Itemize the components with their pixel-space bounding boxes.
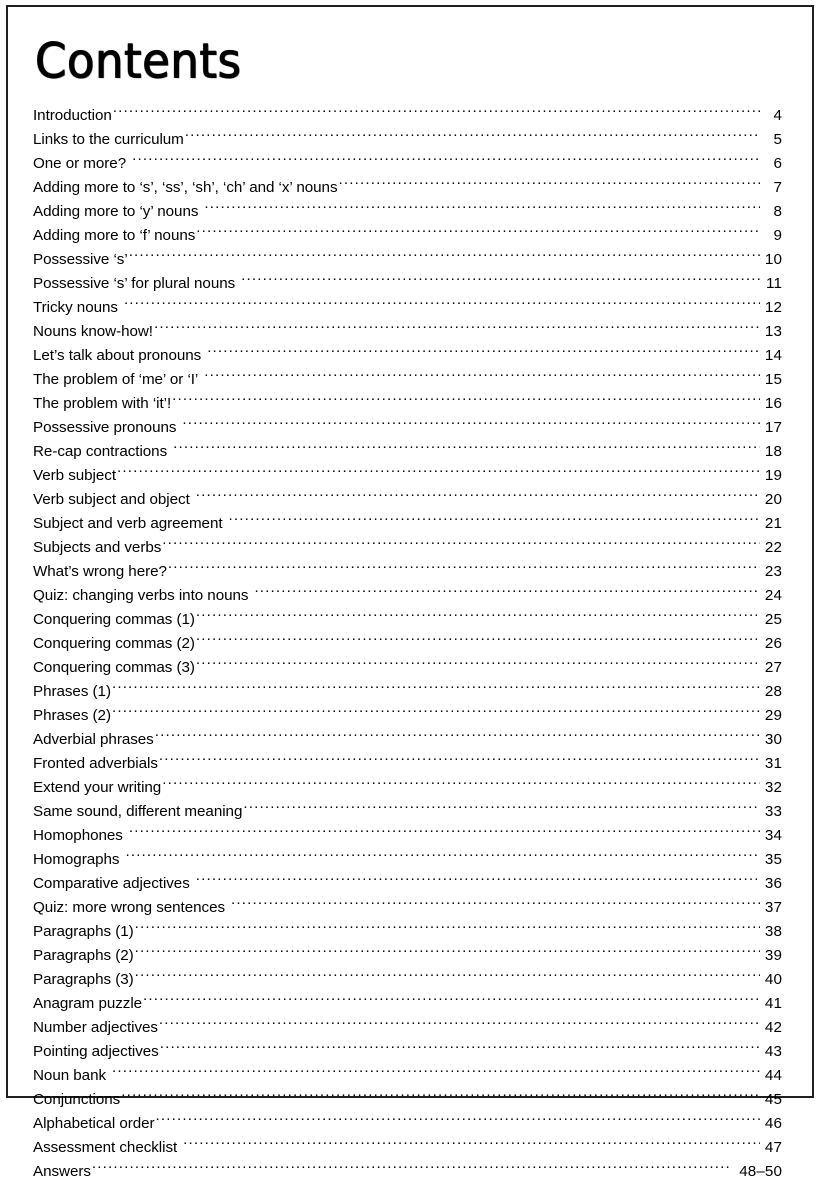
toc-entry-page-number: 16: [764, 395, 782, 412]
toc-entry-label: Adding more to ‘f’ nouns: [33, 227, 196, 244]
toc-entry-label: Links to the curriculum: [33, 131, 184, 148]
toc-entry-page-number: 13: [764, 323, 782, 340]
toc-entry-page-number: 11: [766, 275, 782, 292]
toc-entry-label: What’s wrong here?: [33, 563, 167, 580]
toc-entry-label: Answers: [33, 1163, 91, 1180]
toc-leader-dots: [243, 801, 760, 816]
toc-entry[interactable]: [33, 776, 784, 800]
toc-entry[interactable]: [33, 272, 784, 296]
toc-entry-page-number: 28: [764, 683, 782, 700]
toc-entry-page-number: 21: [764, 515, 782, 532]
toc-entry-page-number: 35: [764, 851, 782, 868]
toc-entry-label: Quiz: more wrong sentences: [33, 899, 226, 916]
toc-leader-dots: [125, 849, 760, 864]
toc-leader-dots: [129, 249, 760, 264]
toc-entry[interactable]: [33, 800, 784, 824]
toc-entry-page-number: 4: [773, 107, 782, 124]
toc-entry-page-number: 14: [764, 347, 782, 364]
table-of-contents-list: [28, 104, 784, 1184]
toc-entry-page-number: 42: [764, 1019, 782, 1036]
toc-leader-dots: [207, 345, 760, 360]
toc-entry-page-number: 36: [764, 875, 782, 892]
toc-entry-label: Phrases (1): [33, 683, 111, 700]
toc-leader-dots: [129, 825, 760, 840]
toc-entry-label: Phrases (2): [33, 707, 111, 724]
toc-entry-label: Let’s talk about pronouns: [33, 347, 202, 364]
toc-entry-page-number: 24: [764, 587, 782, 604]
toc-entry-page-number: 15: [764, 371, 782, 388]
toc-entry[interactable]: [33, 176, 784, 200]
toc-entry-page-number: 17: [764, 419, 782, 436]
toc-entry-label: Anagram puzzle: [33, 995, 143, 1012]
toc-leader-dots: [172, 393, 760, 408]
toc-entry-label: Conquering commas (3): [33, 659, 195, 676]
toc-entry[interactable]: [33, 1064, 784, 1088]
toc-entry-label: Paragraphs (1): [33, 923, 134, 940]
toc-entry-label: Subject and verb agreement: [33, 515, 223, 532]
toc-leader-dots: [155, 729, 760, 744]
toc-entry[interactable]: [33, 200, 784, 224]
toc-leader-dots: [112, 681, 760, 696]
toc-leader-dots: [143, 993, 760, 1008]
toc-leader-dots: [241, 273, 760, 288]
page-border-frame: [6, 5, 814, 1180]
toc-entry[interactable]: [33, 728, 784, 752]
toc-leader-dots: [196, 489, 760, 504]
toc-entry-label: Tricky nouns: [33, 299, 118, 316]
toc-entry-page-number: 29: [764, 707, 782, 724]
toc-entry-label: The problem with ‘it’!: [33, 395, 172, 412]
toc-leader-dots: [112, 705, 760, 720]
toc-entry-page-number: 34: [764, 827, 782, 844]
toc-entry[interactable]: [33, 1040, 784, 1064]
toc-entry-label: Comparative adjectives: [33, 875, 190, 892]
toc-entry[interactable]: [33, 1016, 784, 1040]
toc-entry-page-number: 8: [773, 203, 782, 220]
toc-entry[interactable]: [33, 320, 784, 344]
toc-leader-dots: [113, 105, 760, 120]
toc-entry[interactable]: [33, 872, 784, 896]
toc-entry[interactable]: [33, 632, 784, 656]
toc-entry[interactable]: [33, 824, 784, 848]
toc-entry-label: Introduction: [33, 107, 112, 124]
toc-entry[interactable]: [33, 248, 784, 272]
toc-entry-label: Paragraphs (3): [33, 971, 134, 988]
toc-entry[interactable]: [33, 704, 784, 728]
toc-leader-dots: [231, 897, 760, 912]
toc-entry[interactable]: [33, 752, 784, 776]
toc-entry-label: Adverbial phrases: [33, 731, 154, 748]
toc-entry-label: Adding more to ‘s’, ‘ss’, ‘sh’, ‘ch’ and ‘x’ nouns: [33, 179, 338, 196]
toc-leader-dots: [135, 945, 760, 960]
toc-entry-page-number: 7: [773, 179, 782, 196]
toc-entry-label: Possessive ‘s’ for plural nouns: [33, 275, 236, 292]
toc-entry-label: Paragraphs (2): [33, 947, 134, 964]
toc-entry-page-number: 45: [764, 1091, 782, 1108]
toc-entry-label: One or more?: [33, 155, 127, 172]
toc-entry-label: Fronted adverbials: [33, 755, 158, 772]
toc-leader-dots: [117, 465, 760, 480]
toc-entry-label: Possessive ‘s’: [33, 251, 128, 268]
toc-leader-dots: [196, 873, 760, 888]
toc-entry-page-number: 37: [764, 899, 782, 916]
toc-entry-page-number: 44: [764, 1067, 782, 1084]
toc-entry-label: Quiz: changing verbs into nouns: [33, 587, 249, 604]
toc-entry-page-number: 32: [764, 779, 782, 796]
toc-leader-dots: [92, 1161, 732, 1176]
toc-entry[interactable]: [33, 224, 784, 248]
toc-entry-page-number: 41: [764, 995, 782, 1012]
toc-entry-label: Extend your writing: [33, 779, 162, 796]
toc-entry[interactable]: [33, 464, 784, 488]
toc-leader-dots: [160, 1041, 760, 1056]
toc-entry-label: Homophones: [33, 827, 123, 844]
toc-entry-label: Alphabetical order: [33, 1115, 155, 1132]
toc-entry-page-number: 18: [764, 443, 782, 460]
toc-entry-page-number: 46: [764, 1115, 782, 1132]
toc-leader-dots: [159, 753, 760, 768]
toc-entry-page-number: 5: [773, 131, 782, 148]
toc-entry-page-number: 31: [764, 755, 782, 772]
toc-leader-dots: [159, 1017, 760, 1032]
toc-leader-dots: [196, 633, 760, 648]
toc-entry[interactable]: [33, 488, 784, 512]
toc-entry-page-number: 40: [764, 971, 782, 988]
toc-leader-dots: [183, 1137, 760, 1152]
toc-entry-page-number: 33: [764, 803, 782, 820]
toc-entry-page-number: 30: [764, 731, 782, 748]
toc-entry[interactable]: [33, 392, 784, 416]
toc-entry-page-number: 12: [764, 299, 782, 316]
toc-leader-dots: [162, 777, 760, 792]
toc-entry[interactable]: [33, 992, 784, 1016]
toc-entry-page-number: 19: [764, 467, 782, 484]
toc-leader-dots: [154, 321, 760, 336]
toc-leader-dots: [124, 297, 760, 312]
toc-entry-page-number: 43: [764, 1043, 782, 1060]
toc-entry-label: Conjunctions: [33, 1091, 121, 1108]
toc-entry-page-number: 39: [764, 947, 782, 964]
page-content: [8, 7, 812, 1180]
toc-entry[interactable]: [33, 656, 784, 680]
toc-leader-dots: [338, 177, 760, 192]
toc-entry-page-number: 10: [764, 251, 782, 268]
toc-entry-label: Pointing adjectives: [33, 1043, 159, 1060]
toc-entry-label: Re-cap contractions: [33, 443, 168, 460]
toc-entry[interactable]: [33, 152, 784, 176]
toc-leader-dots: [135, 921, 760, 936]
toc-entry-label: Adding more to ‘y’ nouns: [33, 203, 199, 220]
toc-entry[interactable]: [33, 920, 784, 944]
toc-entry-label: Number adjectives: [33, 1019, 158, 1036]
toc-entry-page-number: 23: [764, 563, 782, 580]
toc-entry[interactable]: [33, 296, 784, 320]
toc-entry[interactable]: [33, 848, 784, 872]
toc-entry-label: Possessive pronouns: [33, 419, 177, 436]
toc-entry[interactable]: [33, 944, 784, 968]
toc-entry[interactable]: [33, 1112, 784, 1136]
toc-leader-dots: [196, 609, 760, 624]
toc-entry[interactable]: [33, 968, 784, 992]
toc-entry[interactable]: [33, 416, 784, 440]
toc-entry[interactable]: [33, 1160, 784, 1184]
toc-leader-dots: [254, 585, 760, 600]
toc-leader-dots: [156, 1113, 760, 1128]
toc-entry[interactable]: [33, 896, 784, 920]
toc-leader-dots: [168, 561, 760, 576]
toc-entry[interactable]: [33, 1136, 784, 1160]
toc-entry[interactable]: [33, 104, 784, 128]
toc-entry-page-number: 22: [764, 539, 782, 556]
toc-entry[interactable]: [33, 128, 784, 152]
toc-entry-label: Subjects and verbs: [33, 539, 162, 556]
toc-leader-dots: [121, 1089, 760, 1104]
toc-entry-label: Homographs: [33, 851, 120, 868]
toc-entry[interactable]: [33, 608, 784, 632]
toc-entry[interactable]: [33, 584, 784, 608]
toc-leader-dots: [182, 417, 760, 432]
toc-entry-label: Nouns know-how!: [33, 323, 153, 340]
toc-entry-label: Conquering commas (1): [33, 611, 195, 628]
toc-entry[interactable]: [33, 344, 784, 368]
toc-entry[interactable]: [33, 560, 784, 584]
toc-entry-page-number: 26: [764, 635, 782, 652]
toc-entry[interactable]: [33, 1088, 784, 1112]
toc-entry[interactable]: [33, 680, 784, 704]
toc-leader-dots: [162, 537, 760, 552]
toc-entry[interactable]: [33, 512, 784, 536]
page-title: Contents: [35, 33, 242, 90]
toc-entry-label: Verb subject and object: [33, 491, 190, 508]
toc-leader-dots: [185, 129, 760, 144]
toc-entry-page-number: 27: [764, 659, 782, 676]
toc-leader-dots: [196, 657, 760, 672]
toc-entry-label: Same sound, different meaning: [33, 803, 243, 820]
toc-leader-dots: [173, 441, 760, 456]
toc-entry-page-number: 38: [764, 923, 782, 940]
toc-entry-label: Verb subject: [33, 467, 116, 484]
toc-entry-label: The problem of ‘me’ or ‘I’: [33, 371, 199, 388]
toc-leader-dots: [196, 225, 760, 240]
toc-entry[interactable]: [33, 368, 784, 392]
toc-leader-dots: [229, 513, 760, 528]
toc-leader-dots: [132, 153, 760, 168]
toc-entry-page-number: 25: [764, 611, 782, 628]
toc-entry-label: Assessment checklist: [33, 1139, 178, 1156]
toc-leader-dots: [135, 969, 760, 984]
toc-entry-page-number: 9: [773, 227, 782, 244]
toc-entry[interactable]: [33, 536, 784, 560]
toc-entry-page-number: 20: [764, 491, 782, 508]
toc-entry-page-number: 6: [773, 155, 782, 172]
toc-leader-dots: [112, 1065, 760, 1080]
toc-leader-dots: [204, 369, 760, 384]
toc-leader-dots: [204, 201, 760, 216]
toc-entry-label: Conquering commas (2): [33, 635, 195, 652]
toc-entry[interactable]: [33, 440, 784, 464]
toc-entry-page-number: 47: [764, 1139, 782, 1156]
toc-entry-page-number: 48–50: [739, 1163, 782, 1180]
toc-entry-label: Noun bank: [33, 1067, 107, 1084]
